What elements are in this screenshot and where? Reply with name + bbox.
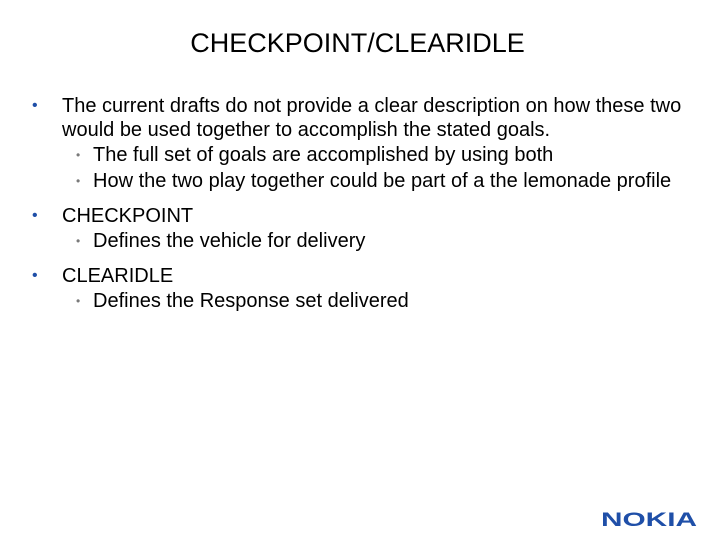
nokia-logo-text: NOKIA <box>601 511 698 527</box>
sub-bullet-item <box>62 288 688 314</box>
bullet-icon: • <box>32 267 38 284</box>
sub-bullet-icon: • <box>76 174 81 188</box>
bullet-item-clearidle <box>28 264 688 314</box>
sub-bullet-icon: • <box>76 234 81 248</box>
bullet-list <box>28 94 688 324</box>
bullet-text: CLEARIDLE <box>62 265 174 287</box>
sub-bullet-item <box>62 228 688 254</box>
sub-bullet-text: The full set of goals are accomplished by using both <box>93 144 554 166</box>
sub-bullet-text: Defines the vehicle for delivery <box>93 230 366 252</box>
nokia-logo <box>600 511 698 527</box>
sub-bullet-icon: • <box>76 148 81 162</box>
bullet-item-drafts <box>28 94 688 194</box>
sub-bullet-item <box>62 142 688 168</box>
bullet-item-checkpoint <box>28 204 688 254</box>
bullet-icon: • <box>32 97 38 114</box>
slide-title: CHECKPOINT/CLEARIDLE <box>190 28 525 58</box>
sub-bullet-icon: • <box>76 294 81 308</box>
bullet-icon: • <box>32 207 38 224</box>
sub-bullet-text: How the two play together could be part of a the lemonade profile <box>93 170 672 192</box>
bullet-text: The current drafts do not provide a clear description on how these two would be used together to accomplish the stated goals. <box>62 95 682 141</box>
sub-bullet-text: Defines the Response set delivered <box>93 290 409 312</box>
sub-bullet-item <box>62 168 688 194</box>
bullet-text: CHECKPOINT <box>62 205 194 227</box>
